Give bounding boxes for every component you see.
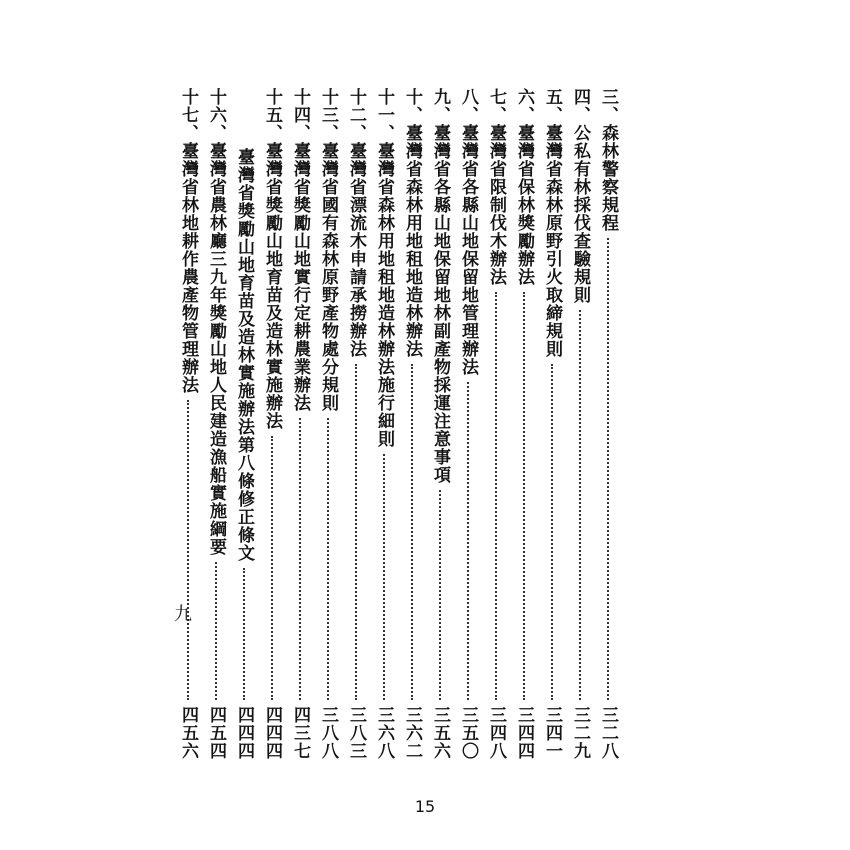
toc-page-number: 三六八 <box>374 706 394 760</box>
dot-leader <box>495 292 521 700</box>
dot-leader <box>551 364 577 700</box>
dot-leader <box>523 292 549 700</box>
toc-entry-title: 八、臺灣省各縣山地保留地管理辦法 <box>458 88 478 376</box>
toc-entry-title: 十六、臺灣省農林廳三九年獎勵山地人民建造漁船實施綱要 <box>206 88 226 556</box>
toc-entry-title: 十四、臺灣省獎勵山地實行定耕農業辦法 <box>290 88 310 412</box>
dot-leader <box>243 568 269 700</box>
page-number: 15 <box>414 797 436 816</box>
toc-page-number: 三六二 <box>402 706 422 760</box>
dot-leader <box>439 490 465 700</box>
toc-entry-title: 四、公私有林採伐查驗規則 <box>570 88 590 304</box>
toc-entry-title: 十七、臺灣省林地耕作農產物管理辦法 <box>178 88 198 394</box>
toc-page-number: 三八八 <box>318 706 338 760</box>
dot-leader <box>215 562 241 700</box>
dot-leader <box>271 436 297 700</box>
toc-page-number: 四三七 <box>290 706 310 760</box>
toc-page-number: 三四八 <box>486 706 506 760</box>
toc-page-number: 四四四 <box>262 706 282 760</box>
dot-leader <box>467 382 493 700</box>
toc-page-number: 三五六 <box>430 706 450 760</box>
toc-entry-title: 十一、臺灣省森林用地租地造林辦法施行細則 <box>374 88 394 448</box>
dot-leader <box>187 400 213 700</box>
toc-entry-title: 十、臺灣省森林用地租地造林辦法 <box>402 88 422 358</box>
dot-leader <box>607 238 633 700</box>
toc-entry-title: 五、臺灣省森林原野引火取締規則 <box>542 88 562 358</box>
toc-page-number: 四四四 <box>234 706 254 760</box>
dot-leader <box>579 310 605 700</box>
toc-page-number: 四五四 <box>206 706 226 760</box>
toc-entry-title: 七、臺灣省限制伐木辦法 <box>486 88 506 286</box>
toc-page-number: 三八三 <box>346 706 366 760</box>
toc-entry-title: 十二、臺灣省漂流木申請承撈辦法 <box>346 88 366 358</box>
toc-entry-title: 三、森林警察規程 <box>598 88 618 232</box>
toc-entry-title: 六、臺灣省保林獎勵辦法 <box>514 88 534 286</box>
dot-leader <box>411 364 437 700</box>
toc-page-number: 四五六 <box>178 706 198 760</box>
dot-leader <box>299 418 325 700</box>
dot-leader <box>383 454 409 700</box>
toc-page-number: 三二九 <box>570 706 590 760</box>
toc-page-number: 三二八 <box>598 706 618 760</box>
toc-page-number: 三四四 <box>514 706 534 760</box>
toc-entry-title: 十三、臺灣省國有森林原野產物處分規則 <box>318 88 338 412</box>
toc-entry-title: 十五、臺灣省獎勵山地育苗及造林實施辦法 <box>262 88 282 430</box>
toc-page-number: 三五〇 <box>458 706 478 760</box>
toc-entry <box>176 88 200 756</box>
dot-leader <box>327 418 353 700</box>
section-marker: 九 <box>171 604 192 622</box>
toc-page-number: 三四一 <box>542 706 562 760</box>
toc-entry-title: 九、臺灣省各縣山地保留地林副產物採運注意事項 <box>430 88 450 484</box>
dot-leader <box>355 364 381 700</box>
toc-entry-title: 臺灣省獎勵山地育苗及造林實施辦法第八條修正條文 <box>234 148 254 562</box>
